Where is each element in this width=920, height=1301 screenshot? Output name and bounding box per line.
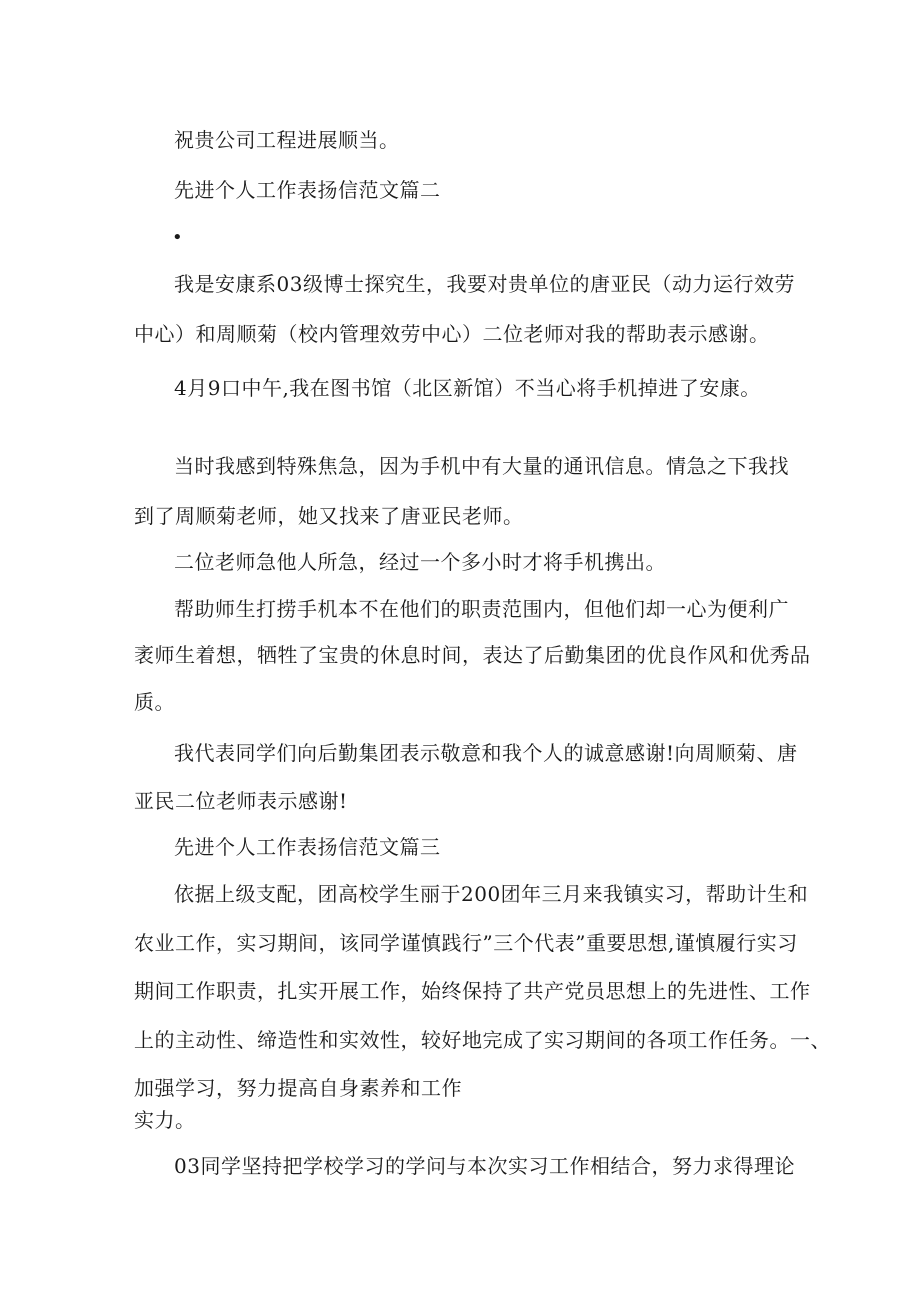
section-heading-2: 先进个人工作表扬信范文篇二: [174, 178, 441, 202]
paragraph-line: 袤师生着想，牺牲了宝贵的休息时间，表达了后勤集团的优良作风和优秀品: [134, 643, 811, 667]
paragraph-line: 中心）和周顺菊（校内管理效劳中心）二位老师对我的帮助表示感谢。: [134, 322, 770, 346]
paragraph-line: 加强学习，努力提高自身素养和工作: [134, 1076, 462, 1100]
paragraph-line: 我是安康系03级博士探究生，我要对贵单位的唐亚民（动力运行效劳: [174, 272, 795, 296]
paragraph-line: 期间工作职责，扎实开展工作，始终保持了共产党员思想上的先进性、工作: [134, 979, 811, 1003]
closing-wish-line: 祝贵公司工程进展顺当。: [174, 128, 400, 152]
paragraph-line: 依据上级支配，团高校学生丽于200团年三月来我镇实习，帮助计生和: [174, 882, 809, 906]
paragraph-line: 当时我感到特殊焦急，因为手机中有大量的通讯信息。情急之下我找: [174, 454, 789, 478]
paragraph-line: 帮助师生打捞手机本不在他们的职责范围内，但他们却一心为便利广: [174, 597, 789, 621]
section-heading-3: 先进个人工作表扬信范文篇三: [174, 835, 441, 859]
paragraph-line: 亚民二位老师表示感谢!: [134, 789, 348, 813]
bullet-point: •: [172, 227, 183, 248]
paragraph-line: 质。: [134, 690, 175, 714]
paragraph-line: 4月9口中午,我在图书馆（北区新馆）不当心将手机掉进了安康。: [174, 376, 761, 400]
paragraph-line: 03同学坚持把学校学习的学问与本次实习工作相结合，努力求得理论: [174, 1154, 795, 1178]
paragraph-line: 到了周顺菊老师，她又找来了唐亚民老师。: [134, 504, 524, 528]
paragraph-line: 实力。: [134, 1108, 196, 1132]
paragraph-line: 我代表同学们向后勤集团表示敬意和我个人的诚意感谢!向周顺菊、唐: [174, 741, 798, 765]
paragraph-line: 农业工作，实习期间，该同学谨慎践行”三个代表”重要思想,谨慎履行实习: [134, 931, 798, 955]
paragraph-line: 二位老师急他人所急，经过一个多小时才将手机携出。: [174, 550, 666, 574]
paragraph-line: 上的主动性、缔造性和实效性，较好地完成了实习期间的各项工作任务。一、: [134, 1028, 831, 1052]
